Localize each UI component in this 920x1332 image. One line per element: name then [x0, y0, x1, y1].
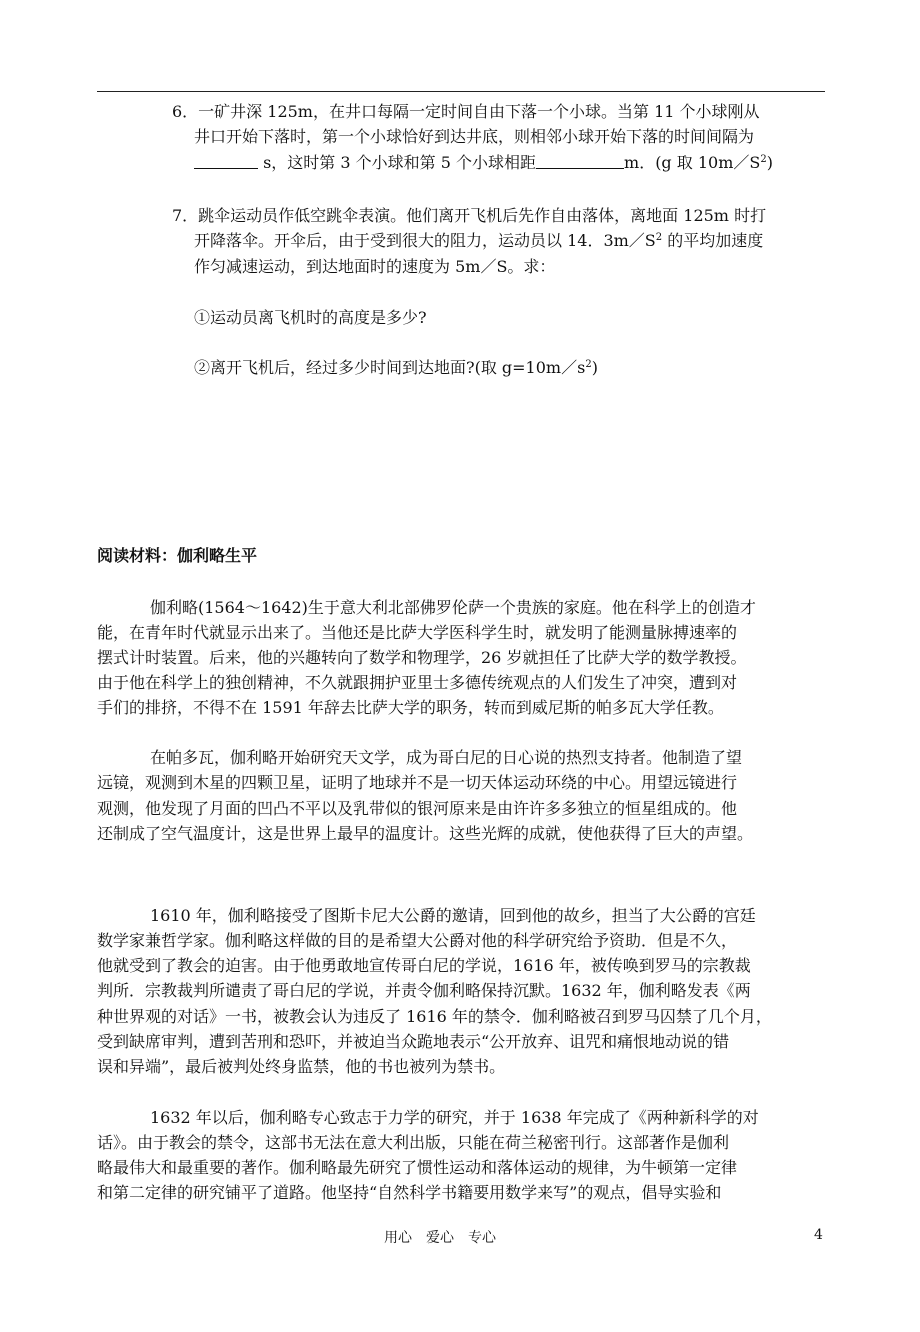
paragraph-1-line: 手们的排挤，不得不在 1591 年辞去比萨大学的职务，转而到威尼斯的帕多瓦大学任教。: [97, 698, 724, 717]
paragraph-3-line: 判所．宗教裁判所谴责了哥白尼的学说，并责令伽利略保持沉默。1632 年，伽利略发表《两: [97, 981, 751, 1000]
answer-blank-distance[interactable]: [536, 154, 624, 169]
paragraph-4-line: 1632 年以后，伽利略专心致志于力学的研究，并于 1638 年完成了《两种新科学的对: [150, 1108, 759, 1127]
paragraph-2-line: 在帕多瓦，伽利略开始研究天文学，成为哥白尼的日心说的热烈支持者。他制造了望: [150, 748, 743, 767]
footer-motto: 用心 爱心 专心: [384, 1230, 496, 1246]
paragraph-3-line: 种世界观的对话》一书，被教会认为违反了 1616 年的禁令．伽利略被召到罗马囚禁了几个月，: [97, 1007, 772, 1026]
exponent: 2: [585, 359, 592, 370]
question-7-sub-1: ①运动员离飞机时的高度是多少?: [194, 308, 427, 327]
answer-blank-interval[interactable]: [194, 154, 258, 169]
paragraph-2-line: 还制成了空气温度计，这是世界上最早的温度计。这些光辉的成就，使他获得了巨大的声望。: [97, 824, 754, 843]
question-7-line-2-text: 开降落伞。开伞后，由于受到很大的阻力，运动员以 14．3m／S: [194, 231, 656, 250]
paragraph-1-line: 由于他在科学上的独创精神，不久就跟拥护亚里士多德传统观点的人们发生了冲突，遭到对: [97, 673, 738, 692]
reading-title: 阅读材料：伽利略生平: [97, 546, 258, 565]
paragraph-3-line: 他就受到了教会的迫害。由于他勇敢地宣传哥白尼的学说，1616 年，被传唤到罗马的宗教裁: [97, 956, 751, 975]
paragraph-4-line: 略最伟大和最重要的著作。伽利略最先研究了惯性运动和落体运动的规律，为牛顿第一定律: [97, 1158, 738, 1177]
question-6-line-1: 6．一矿井深 125m，在井口每隔一定时间自由下落一个小球。当第 11 个小球刚从: [172, 102, 760, 121]
paragraph-2-line: 远镜，观测到木星的四颗卫星，证明了地球并不是一切天体运动环绕的中心。用望远镜进行: [97, 773, 738, 792]
question-7-line-1: 7．跳伞运动员作低空跳伞表演。他们离开飞机后先作自由落体，离地面 125m 时打: [172, 206, 767, 225]
question-6-mid-text: s，这时第 3 个小球和第 5 个小球相距: [258, 153, 537, 172]
question-7-line-2-tail: 的平均加速度: [662, 231, 764, 250]
exponent: 2: [760, 154, 767, 165]
paragraph-1-line: 摆式计时装置。后来，他的兴趣转向了数学和物理学，26 岁就担任了比萨大学的数学教授。: [97, 648, 747, 667]
header-rule: [97, 91, 825, 92]
exponent: 2: [655, 232, 663, 243]
close-paren: ): [766, 153, 773, 172]
paragraph-3-line: 数学家兼哲学家。伽利略这样做的目的是希望大公爵对他的科学研究给予资助．但是不久，: [97, 931, 738, 950]
question-6-line-2: 井口开始下落时，第一个小球恰好到达井底，则相邻小球开始下落的时间间隔为: [194, 127, 755, 146]
question-6-end-text: m．(g 取 10m／S: [624, 153, 761, 172]
paragraph-1-line: 伽利略(1564～1642)生于意大利北部佛罗伦萨一个贵族的家庭。他在科学上的创造才: [150, 598, 756, 617]
question-7-line-2: [194, 230, 763, 252]
question-7-sub-2: [194, 357, 598, 379]
paragraph-3-line: 误和异端”，最后被判处终身监禁，他的书也被列为禁书。: [97, 1057, 506, 1076]
paragraph-4-line: 和第二定律的研究铺平了道路。他坚持“自然科学书籍要用数学来写”的观点，倡导实验和: [97, 1183, 722, 1202]
close-paren: ): [591, 358, 598, 377]
paragraph-2-line: 观测，他发现了月面的凹凸不平以及乳带似的银河原来是由许许多多独立的恒星组成的。他: [97, 799, 738, 818]
paragraph-3-line: 1610 年，伽利略接受了图斯卡尼大公爵的邀请，回到他的故乡，担当了大公爵的宫廷: [150, 906, 756, 925]
question-7-line-3: 作匀减速运动，到达地面时的速度为 5m／S。求：: [194, 257, 556, 276]
paragraph-1-line: 能，在青年时代就显示出来了。当他还是比萨大学医科学生时，就发明了能测量脉搏速率的: [97, 623, 738, 642]
paragraph-3-line: 受到缺席审判，遭到苦刑和恐吓，并被迫当众跪地表示“公开放弃、诅咒和痛恨地动说的错: [97, 1032, 730, 1051]
question-6-line-3: [194, 152, 773, 174]
question-7-sub-2-text: ②离开飞机后，经过多少时间到达地面?(取 g=10m／s: [194, 358, 586, 377]
paragraph-4-line: 话》。由于教会的禁令，这部书无法在意大利出版，只能在荷兰秘密刊行。这部著作是伽利: [97, 1133, 730, 1152]
page-number: 4: [814, 1227, 823, 1243]
